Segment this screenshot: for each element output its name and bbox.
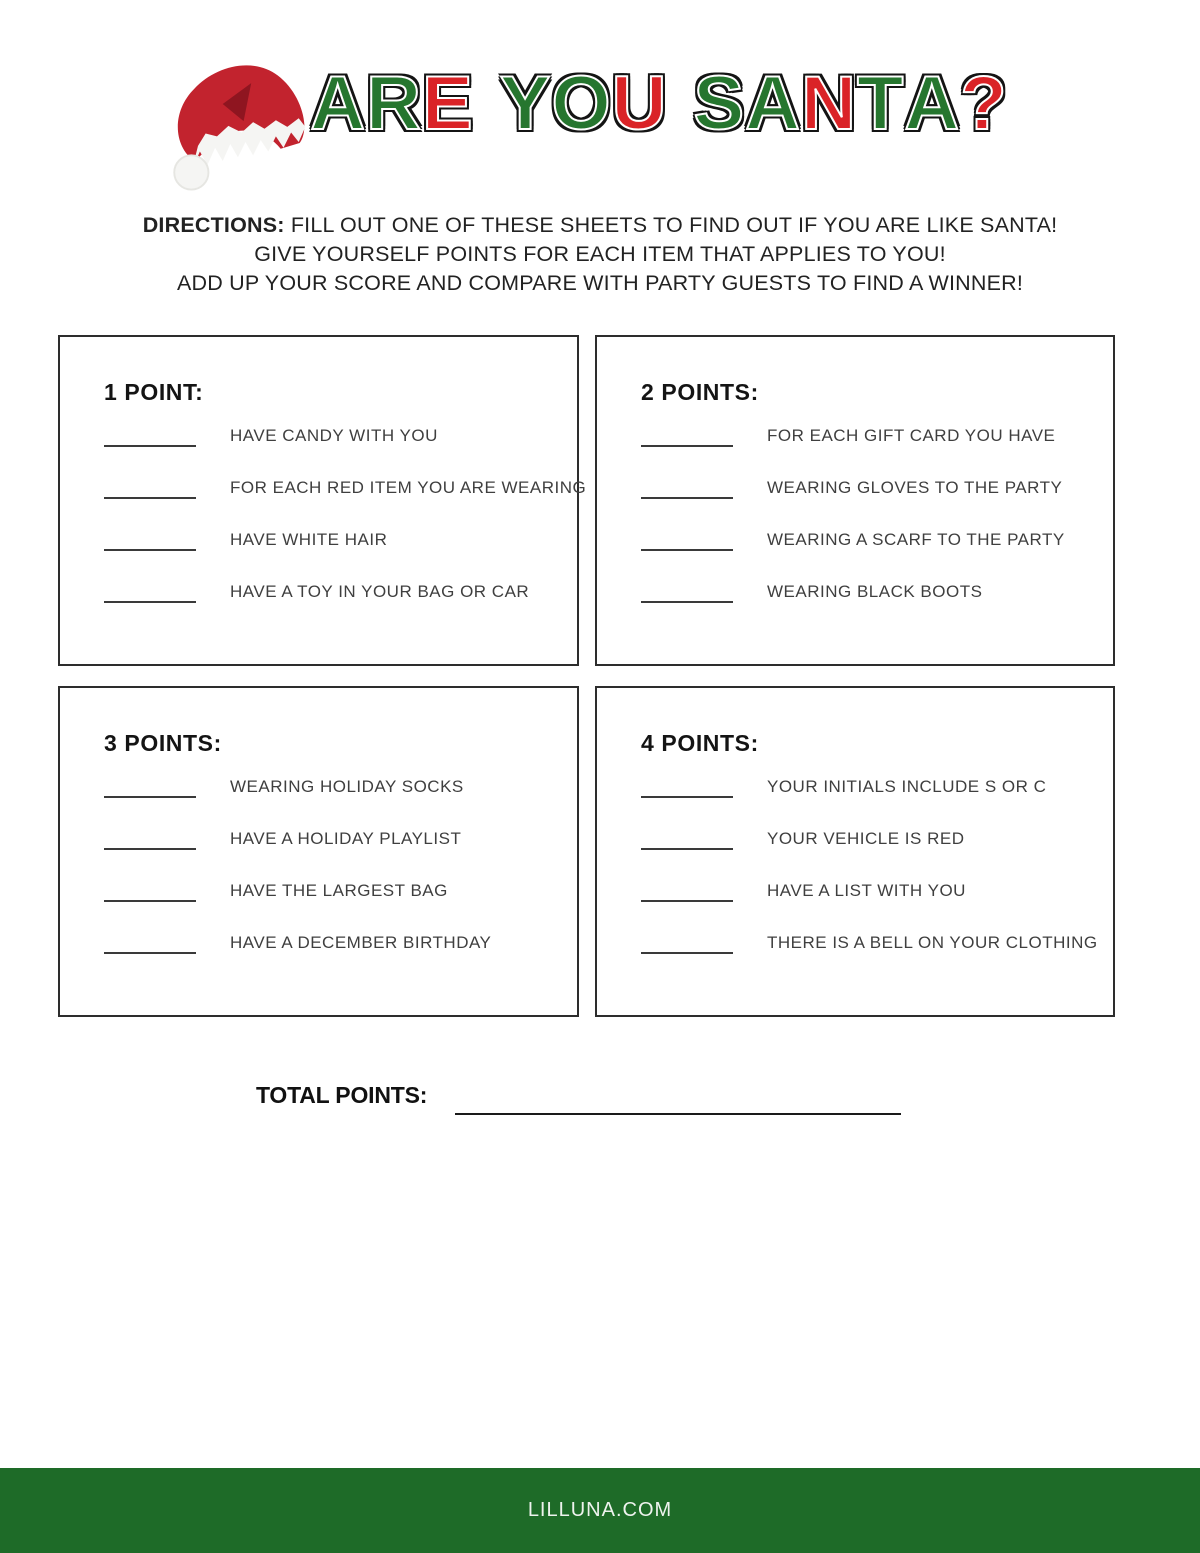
score-item-row (104, 529, 567, 551)
score-item-row (641, 529, 1103, 551)
directions-line-2: GIVE YOURSELF POINTS FOR EACH ITEM THAT APPLIES TO YOU! (254, 242, 946, 266)
fill-in-blank (104, 585, 196, 603)
score-item-label: WEARING BLACK BOOTS (767, 582, 983, 601)
directions-line-1 (0, 211, 1200, 240)
title-letter: A (904, 61, 961, 146)
score-box-3-points (58, 686, 579, 1017)
score-item-row (641, 880, 1103, 902)
title-letter: A (745, 61, 802, 146)
score-box-4-points (595, 686, 1115, 1017)
title-word (499, 61, 668, 146)
score-item-row (104, 425, 567, 447)
fill-in-blank (104, 936, 196, 954)
score-item-label: WEARING A SCARF TO THE PARTY (767, 530, 1065, 549)
fill-in-blank (104, 884, 196, 902)
title-letter: E (422, 61, 474, 146)
directions-line-1-text: FILL OUT ONE OF THESE SHEETS TO FIND OUT IF YOU ARE LIKE SANTA! (290, 213, 1058, 237)
title-word (310, 61, 474, 146)
score-item-label: THERE IS A BELL ON YOUR CLOTHING (767, 933, 1098, 952)
santa-hat-icon (160, 52, 312, 196)
title-word (693, 61, 1008, 146)
score-item-label: FOR EACH RED ITEM YOU ARE WEARING (230, 478, 587, 497)
score-item-label: HAVE A TOY IN YOUR BAG OR CAR (230, 582, 530, 601)
score-item-label: YOUR VEHICLE IS RED (767, 829, 965, 848)
score-item-row (641, 776, 1103, 798)
score-item-label: HAVE THE LARGEST BAG (230, 881, 448, 900)
score-box-heading: 4 POINTS: (641, 730, 759, 756)
fill-in-blank (641, 832, 733, 850)
score-item-label: HAVE WHITE HAIR (230, 530, 388, 549)
score-item-row (104, 477, 587, 499)
title-letter: U (611, 61, 668, 146)
score-item-row (104, 581, 567, 603)
total-points-row (0, 1082, 1200, 1122)
fill-in-blank (641, 884, 733, 902)
score-item-row (641, 425, 1103, 447)
title-letter: Y (499, 61, 552, 146)
directions-line-3: ADD UP YOUR SCORE AND COMPARE WITH PARTY GUESTS TO FIND A WINNER! (176, 271, 1024, 295)
title-letter: A (310, 61, 367, 146)
title-letter: O (551, 61, 612, 146)
fill-in-blank (104, 429, 196, 447)
score-item-label: HAVE CANDY WITH YOU (230, 426, 438, 445)
footer-site-text: LILLUNA.COM (527, 1499, 673, 1521)
score-box-2-points (595, 335, 1115, 666)
score-item-row (641, 477, 1103, 499)
score-item-row (641, 828, 1103, 850)
page-title (298, 61, 1020, 146)
title-letter: R (366, 61, 423, 146)
score-item-label: HAVE A LIST WITH YOU (767, 881, 966, 900)
fill-in-blank (104, 481, 196, 499)
fill-in-blank (641, 936, 733, 954)
title-letter: S (693, 61, 746, 146)
score-item-label: FOR EACH GIFT CARD YOU HAVE (767, 426, 1056, 445)
score-box-heading: 3 POINTS: (104, 730, 222, 756)
fill-in-blank (104, 832, 196, 850)
total-points-fill-in-line (455, 1113, 901, 1115)
fill-in-blank (641, 481, 733, 499)
score-item-label: WEARING GLOVES TO THE PARTY (767, 478, 1063, 497)
fill-in-blank (104, 780, 196, 798)
score-item-row (641, 932, 1103, 954)
score-item-row (104, 932, 567, 954)
score-item-row (104, 880, 567, 902)
score-item-row (641, 581, 1103, 603)
score-item-row (104, 776, 567, 798)
score-item-label: HAVE A DECEMBER BIRTHDAY (230, 933, 492, 952)
directions-label: DIRECTIONS: (142, 213, 285, 237)
score-box-1-point (58, 335, 587, 666)
footer-bar (0, 1468, 1200, 1553)
fill-in-blank (104, 533, 196, 551)
score-item-label: WEARING HOLIDAY SOCKS (230, 777, 464, 796)
score-box-heading: 1 POINT: (104, 379, 204, 405)
title-letter: ? (960, 61, 1008, 146)
directions-block (0, 211, 1200, 298)
score-item-row (104, 828, 567, 850)
score-item-label: YOUR INITIALS INCLUDE S OR C (767, 777, 1047, 796)
fill-in-blank (641, 780, 733, 798)
fill-in-blank (641, 429, 733, 447)
title-letter: T (856, 61, 905, 146)
score-box-heading: 2 POINTS: (641, 379, 759, 405)
score-item-label: HAVE A HOLIDAY PLAYLIST (230, 829, 462, 848)
total-points-label: TOTAL POINTS: (256, 1082, 428, 1108)
title-letter: N (801, 61, 857, 146)
hat-pompom (174, 155, 208, 189)
fill-in-blank (641, 533, 733, 551)
fill-in-blank (641, 585, 733, 603)
